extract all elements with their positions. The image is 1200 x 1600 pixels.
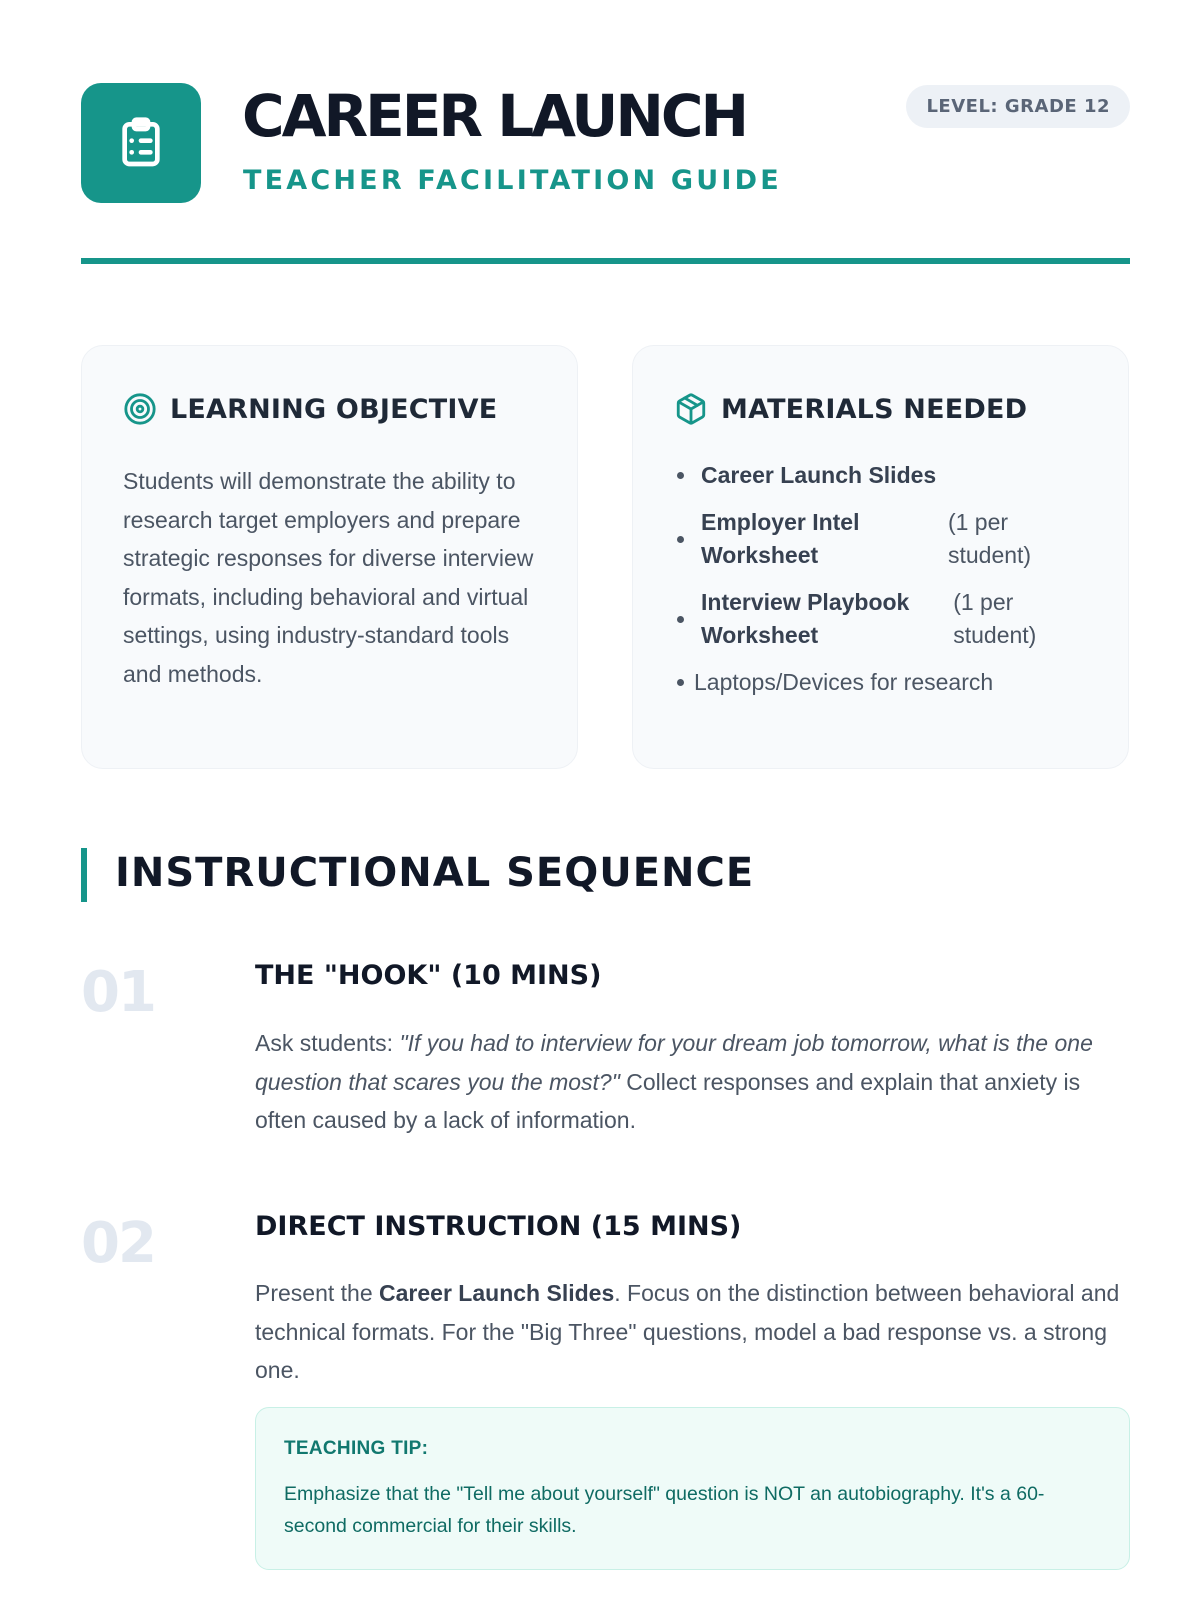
page-subtitle: TEACHER FACILITATION GUIDE — [243, 165, 782, 196]
bullet — [677, 472, 684, 479]
list-item — [674, 506, 1094, 572]
step-text-prefix: Present the — [255, 1280, 380, 1306]
materials-header — [674, 392, 1027, 426]
package-icon — [674, 392, 708, 426]
step-bold-text: Career Launch Slides — [379, 1280, 615, 1306]
material-note: (1 per student) — [953, 589, 1037, 648]
list-item — [674, 586, 1094, 652]
target-icon — [123, 392, 157, 426]
materials-card — [632, 345, 1129, 769]
list-item — [674, 459, 1094, 492]
list-item — [674, 666, 1094, 699]
learning-objective-title: LEARNING OBJECTIVE — [170, 393, 498, 425]
clipboard-list-icon — [113, 115, 169, 171]
material-note: (1 per student) — [947, 509, 1032, 568]
teaching-tip-box — [255, 1407, 1130, 1570]
materials-title: MATERIALS NEEDED — [721, 393, 1028, 425]
teaching-tip-label: TEACHING TIP: — [284, 1438, 429, 1459]
page-title: CAREER LAUNCH — [242, 82, 747, 150]
material-note: Laptops/Devices for research — [694, 669, 994, 695]
material-name: Career Launch Slides — [701, 462, 937, 488]
material-name: Interview Playbook Worksheet — [701, 589, 910, 648]
step-quote: "If you had to interview for your dream job tomorrow, what is the one question that scares you the most?" — [255, 1030, 1093, 1095]
step-number: 02 — [81, 1211, 155, 1276]
material-name: Employer Intel Worksheet — [701, 509, 860, 568]
materials-list — [674, 459, 1094, 713]
bullet — [677, 679, 684, 686]
step-text-suffix: Collect responses and explain that anxiety is often caused by a lack of information. — [255, 1068, 1081, 1133]
page-header — [81, 83, 1130, 203]
section-accent-bar — [81, 848, 87, 902]
teaching-tip-text: Emphasize that the "Tell me about yourself" question is NOT an autobiography. It's a 60-second commercial for their skills. — [284, 1483, 1045, 1537]
bullet — [677, 616, 684, 623]
step-text — [255, 1024, 1135, 1140]
learning-objective-header — [123, 392, 497, 426]
bullet — [677, 536, 684, 543]
learning-objective-text: Students will demonstrate the ability to research target employers and prepare strategic responses for diverse interview formats, including behavioral and virtual settings, using industry-standard tools and methods. — [123, 468, 534, 687]
level-badge: LEVEL: GRADE 12 — [906, 85, 1130, 128]
step-text-suffix: . Focus on the distinction between behavioral and technical formats. For the "Big Three" questions, model a bad response vs. a strong one. — [255, 1280, 1120, 1383]
logo — [81, 83, 201, 203]
step-title: THE "HOOK" (10 MINS) — [255, 960, 602, 991]
step-text — [255, 1274, 1135, 1390]
step-text-prefix: Ask students: — [255, 1030, 400, 1056]
learning-objective-card — [81, 345, 578, 769]
step-number: 01 — [81, 960, 155, 1025]
section-title: INSTRUCTIONAL SEQUENCE — [115, 850, 755, 896]
header-divider — [81, 258, 1130, 264]
step-title: DIRECT INSTRUCTION (15 MINS) — [255, 1211, 742, 1242]
